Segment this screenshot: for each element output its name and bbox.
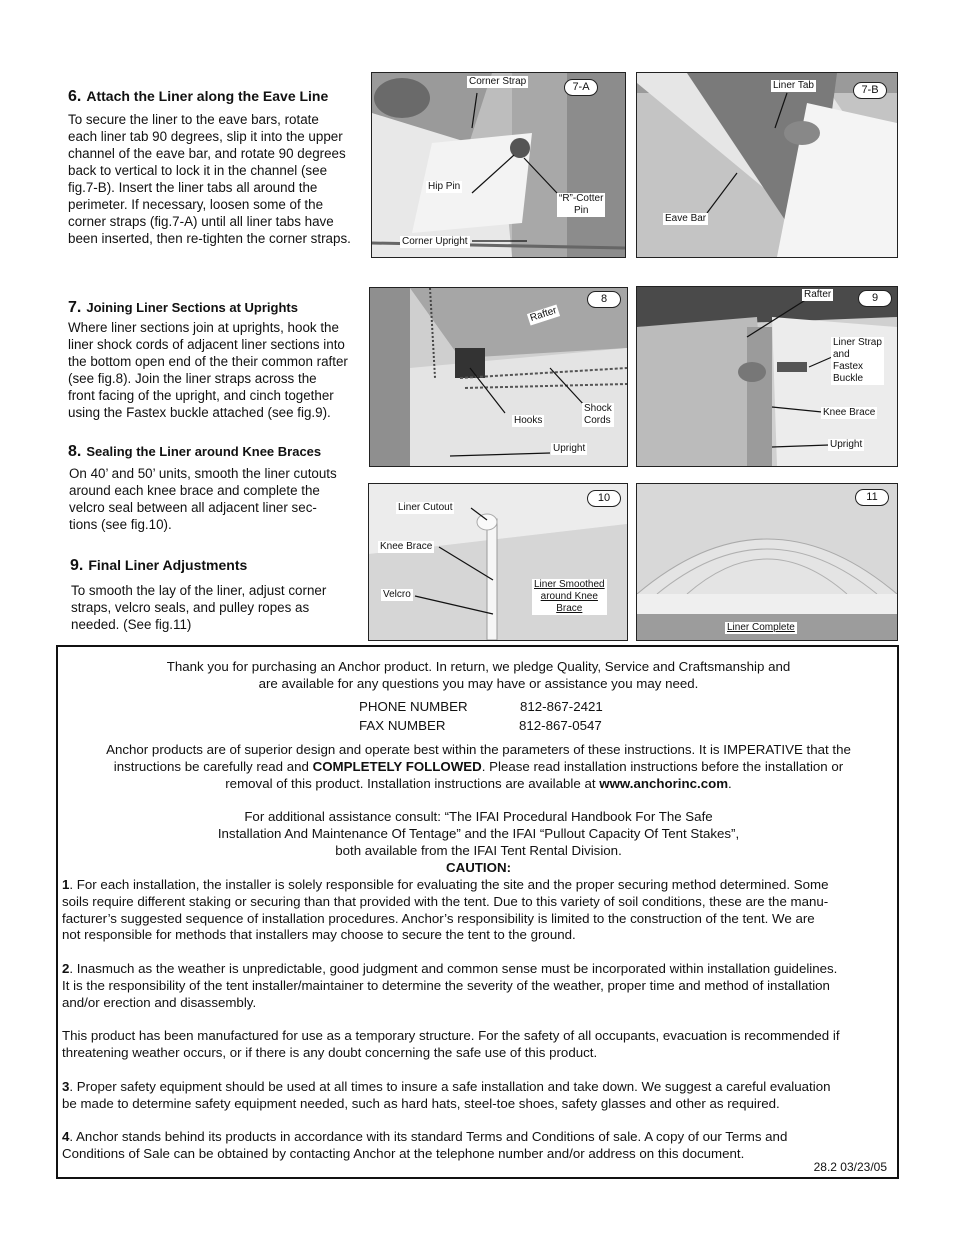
figure-8 <box>369 287 628 467</box>
step-7-title: 7. Joining Liner Sections at Uprights <box>68 299 298 316</box>
figure-7a <box>371 72 626 258</box>
step-number: 8. <box>68 443 82 460</box>
phone-row: PHONE NUMBER 812-867-2421 <box>359 699 603 714</box>
step-6-title: 6. Attach the Liner along the Eave Line <box>68 88 329 105</box>
figure-number: 10 <box>587 490 621 507</box>
figure-7b <box>636 72 898 258</box>
figure-8-photo <box>370 288 627 466</box>
step-8-body: On 40’ and 50’ units, smooth the liner cutouts around each knee brace and complete the velcro seal between all adjacent liner sec- tions (see fig.10). <box>69 466 337 532</box>
website-link[interactable]: www.anchorinc.com <box>599 775 729 791</box>
caution-heading: CAUTION: <box>446 860 511 875</box>
step-6-body: To secure the liner to the eave bars, rotate each liner tab 90 degrees, slip it into the upper channel of the eave bar, and rotate 90 degrees back to vertical to lock it in the channel (see fig.7-B). Insert the liner tabs all around the perimeter. If necessary, loosen some of the corner straps (fig.7-A) until all liner tabs have been inserted, then re-tighten the corner straps. <box>68 112 351 246</box>
label-upright: Upright <box>553 443 586 454</box>
figure-7b-photo <box>637 73 897 257</box>
label-hip-pin: Hip Pin <box>428 181 461 192</box>
step-8-title: 8. Sealing the Liner around Knee Braces <box>68 443 322 460</box>
step-number: 9. <box>70 557 84 574</box>
figure-number: 11 <box>855 489 889 506</box>
ifai-text: For additional assistance consult: “The IFAI Procedural Handbook For The Safe Installation And Maintenance Of Tentage” and the IFAI “Pullout Capacity Of Tent Stakes”, both available from the IFAI Tent Rental Division. <box>217 809 740 858</box>
step-9-body: To smooth the lay of the liner, adjust corner straps, velcro seals, and pulley ropes as needed. (See fig.11) <box>71 583 327 632</box>
label-rafter: Rafter <box>804 289 832 300</box>
figure-10 <box>368 483 628 641</box>
caution-item-1: 1. For each installation, the installer is solely responsible for evaluating the site and the proper securing method determined. Some soils require different staking or securing than that provided with the tent. Due to this variety of soil conditions, these are the manu- facturer’s suggested sequence of installation procedures. Anchor’s responsibility is limited to the construction of the tent. We are not responsible for methods that installers may choose to secure the tent to the ground. <box>62 877 829 943</box>
label-knee-brace: Knee Brace <box>823 407 876 418</box>
label-liner-strap-fastex-buckle: Liner Strap and Fastex Buckle <box>833 337 882 384</box>
label-r-cotter-pin: “R”-Cotter Pin <box>559 193 604 216</box>
label-corner-upright: Corner Upright <box>402 236 468 247</box>
figure-number: 8 <box>587 291 621 308</box>
label-velcro: Velcro <box>383 589 411 600</box>
label-liner-smoothed: Liner Smoothed around Knee Brace <box>534 579 605 614</box>
step-number: 6. <box>68 88 82 105</box>
figure-number: 7-B <box>853 82 887 99</box>
label-upright: Upright <box>830 439 863 450</box>
label-eave-bar: Eave Bar <box>665 213 707 224</box>
label-rafter: Rafter <box>527 304 560 325</box>
step-9-title: 9. Final Liner Adjustments <box>70 557 248 574</box>
notice-box <box>56 645 899 1179</box>
label-liner-tab: Liner Tab <box>773 80 814 91</box>
step-number: 7. <box>68 299 82 316</box>
fax-row: FAX NUMBER 812-867-0547 <box>359 718 602 733</box>
figure-number: 7-A <box>564 79 598 96</box>
label-knee-brace: Knee Brace <box>380 541 433 552</box>
label-corner-strap: Corner Strap <box>469 76 527 87</box>
figure-7a-photo <box>372 73 625 257</box>
step-7-body: Where liner sections join at uprights, hook the liner shock cords of adjacent liner sections into the bottom open end of the their common rafter (see fig.8). Join the liner straps across the front facing of the upright, and cinch together using the Fastex buckle attached (see fig.9). <box>68 320 348 420</box>
caution-item-3: 3. Proper safety equipment should be used at all times to insure a safe installation and take down. We suggest a careful evaluation be made to determine safety equipment needed, such as hard hats, steel-toe shoes, safety glasses and other as required. <box>62 1079 831 1111</box>
label-liner-complete: Liner Complete <box>727 622 795 633</box>
label-shock-cords: Shock Cords <box>584 403 612 426</box>
figure-9 <box>636 286 898 467</box>
figure-11-photo <box>637 484 897 640</box>
caution-item-2: 2. Inasmuch as the weather is unpredictable, good judgment and common sense must be incorporated within installation guidelines. It is the responsibility of the tent installer/maintainer to determine the severity of the weather, proper time and method of installation and/or erection and disassembly. <box>62 961 838 1010</box>
label-liner-cutout: Liner Cutout <box>398 502 453 513</box>
figure-number: 9 <box>858 290 892 307</box>
thank-you-text: Thank you for purchasing an Anchor product. In return, we pledge Quality, Service and Craftsmanship and are available for any questions you may have or assistance you may need. <box>166 659 791 691</box>
temporary-structure-text: This product has been manufactured for use as a temporary structure. For the safety of all occupants, evacuation is recommended if threatening weather occurs, or if there is any doubt concerning the safe use of this product. <box>62 1028 840 1060</box>
document-code: 28.2 03/23/05 <box>813 1160 887 1174</box>
caution-item-4: 4. Anchor stands behind its products in accordance with its standard Terms and Conditions of sale. A copy of our Terms and Conditions of Sale can be obtained by contacting Anchor at the telephone number and/or address on this document. <box>62 1129 788 1161</box>
superior-design-text: Anchor products are of superior design and operate best within the parameters of these instructions. It is IMPERATIVE that the instructions be carefully read and COMPLETELY FOLLOWED. Please read installation instructions before the installation or removal of this product. Installation instructions are available at www.anchorinc.com. <box>106 742 851 791</box>
figure-11 <box>636 483 898 641</box>
label-hooks: Hooks <box>514 415 543 426</box>
